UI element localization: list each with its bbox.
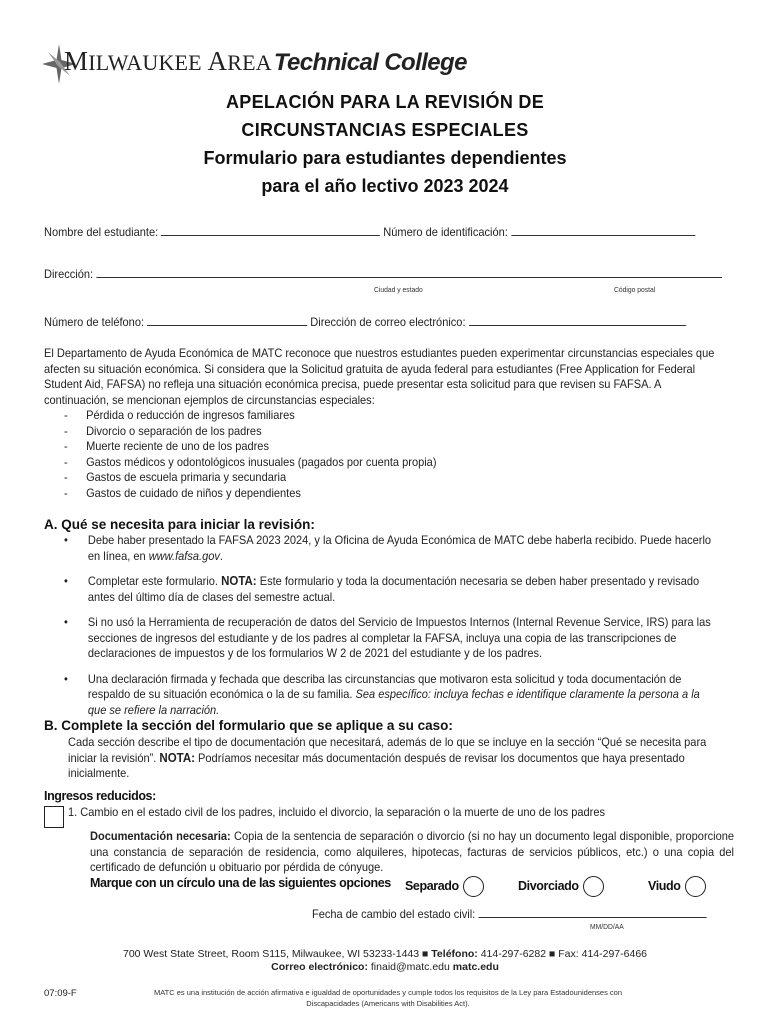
- matc-logo: [42, 40, 467, 86]
- separated-circle[interactable]: [463, 876, 484, 897]
- documentation-text: Documentación necesaria: Copia de la sentencia de separación o divorcio (si no hay un documento legal disponible, proporcione una constancia de separación de residencia, como alquileres, hipotecas, facturas de servicios públicos, etc.) o una copia del certificado de defunción u obituario por pérdida de cónyuge.: [90, 829, 735, 874]
- square-bullet-icon: ■: [422, 948, 429, 960]
- widowed-circle[interactable]: [685, 876, 706, 897]
- list-item: - Muerte reciente de uno de los padres: [64, 439, 437, 455]
- section-b-heading: B. Complete la sección del formulario que se aplique a su caso:: [44, 718, 453, 733]
- student-name-label: Nombre del estudiante:: [44, 225, 159, 239]
- list-item: - Gastos de escuela primaria y secundaria: [64, 470, 437, 486]
- form-code: 07:09-F: [44, 988, 77, 999]
- list-item: - Gastos médicos y odontológicos inusuales (pagados por cuenta propia): [64, 455, 437, 471]
- address-row: [44, 266, 722, 281]
- date-row: [312, 906, 706, 921]
- list-item: - Divorcio o separación de los padres: [64, 424, 437, 440]
- email-label: Dirección de correo electrónico:: [310, 315, 466, 329]
- intro-paragraph: El Departamento de Ayuda Económica de MATC reconoce que nuestros estudiantes pueden experimentar circunstancias especiales que afecten su situación económica. Si considera que la Solicitud gratuita de ayuda federal para estudiantes (Free Application for Federal Student Aid, FAFSA) no refleja una situación económica precisa, puede presentar esta solicitud para que revisen su FAFSA. A continuación, se mencionan ejemplos de circunstancias especiales:: [44, 346, 715, 407]
- website-link[interactable]: matc.edu: [452, 961, 499, 973]
- city-state-caption: Ciudad y estado: [374, 285, 423, 294]
- date-label: Fecha de cambio del estado civil:: [312, 907, 476, 921]
- date-field[interactable]: [478, 906, 706, 918]
- logo-wordmark: MILWAUKEE AREATechnical College: [64, 46, 467, 76]
- email-link[interactable]: finaid@matc.edu: [370, 961, 450, 973]
- footer-address-line: 700 West State Street, Room S115, Milwaukee, WI 53233-1443 ■ Teléfono: 414-297-6282 ■ Fax: 414-297-6466: [123, 948, 647, 960]
- list-item: - Gastos de cuidado de niños y dependientes: [64, 486, 437, 502]
- zip-caption: Código postal: [614, 285, 656, 294]
- address-field[interactable]: [96, 266, 722, 278]
- list-item: - Pérdida o reducción de ingresos familiares: [64, 408, 437, 424]
- section-a-heading: A. Qué se necesita para iniciar la revisión:: [44, 517, 315, 532]
- form-title-line2: CIRCUNSTANCIAS ESPECIALES: [241, 120, 529, 140]
- option-widowed[interactable]: Viudo: [648, 876, 706, 897]
- form-subtitle-line1: Formulario para estudiantes dependientes: [203, 148, 567, 168]
- email-field[interactable]: [469, 314, 686, 326]
- id-number-field[interactable]: [511, 224, 695, 236]
- date-format-caption: MM/DD/AA: [590, 922, 624, 931]
- section-b-text: Cada sección describe el tipo de documentación que necesitará, además de lo que se incluye en la sección “Qué se necesita para iniciar la revisión”. NOTA: Podríamos necesitar más documentación después de revisar los documentos que haya presentado inicialmente.: [68, 735, 707, 780]
- divorced-circle[interactable]: [583, 876, 604, 897]
- list-item: • Una declaración firmada y fechada que describa las circunstancias que motivaron esta solicitud y toda documentación de respaldo de su situación económica o la de su familia. Sea específico: incluya fechas e identifique claramente la persona a la que se refiere la narración.: [64, 672, 719, 719]
- form-subtitle-line2: para el año lectivo 2023 2024: [261, 176, 509, 196]
- address-label: Dirección:: [44, 267, 94, 281]
- list-item: • Debe haber presentado la FAFSA 2023 2024, y la Oficina de Ayuda Económica de MATC debe haberla recibido. Puede hacerlo en línea, en www.fafsa.gov.: [64, 533, 719, 564]
- section-a-list: [64, 533, 719, 718]
- footer-contact-line: Correo electrónico: finaid@matc.edu matc.edu: [271, 961, 499, 973]
- list-item: • Completar este formulario. NOTA: Este formulario y toda la documentación necesaria se deben haber presentado y revisado antes del último día de clases del semestre actual.: [64, 574, 719, 605]
- phone-email-row: [44, 314, 686, 329]
- reduced-income-heading: Ingresos reducidos:: [44, 789, 156, 803]
- fafsa-link[interactable]: www.fafsa.gov: [148, 548, 220, 563]
- footer-disclaimer: MATC es una institución de acción afirmativa e igualdad de oportunidades y cumple todos los requisitos de la Ley para Estadounidenses con Discapacidades (Americans with Disabilities Act).: [153, 988, 623, 1008]
- phone-label: Número de teléfono:: [44, 315, 145, 329]
- id-number-label: Número de identificación:: [383, 225, 508, 239]
- option-separated[interactable]: Separado: [405, 876, 484, 897]
- student-name-field[interactable]: [161, 224, 380, 236]
- name-id-row: [44, 224, 695, 239]
- item-1-text: 1. Cambio en el estado civil de los padres, incluido el divorcio, la separación o la muerte de uno de los padres: [68, 805, 605, 819]
- phone-field[interactable]: [147, 314, 307, 326]
- mark-instruction: Marque con un círculo una de las siguientes opciones: [90, 876, 391, 890]
- square-bullet-icon: ■: [549, 948, 556, 960]
- reduced-income-checkbox[interactable]: [44, 806, 64, 828]
- examples-list: [64, 408, 437, 501]
- list-item: • Si no usó la Herramienta de recuperación de datos del Servicio de Impuestos Internos (Internal Revenue Service, IRS) para las secciones de ingresos del estudiante y de los padres al completar la FAFSA, incluya una copia de las transcripciones de declaraciones de impuestos y de los formularios W 2 de 2021 del estudiante y de los padres.: [64, 615, 719, 662]
- option-divorced[interactable]: Divorciado: [518, 876, 604, 897]
- form-title-line1: APELACIÓN PARA LA REVISIÓN DE: [225, 92, 545, 112]
